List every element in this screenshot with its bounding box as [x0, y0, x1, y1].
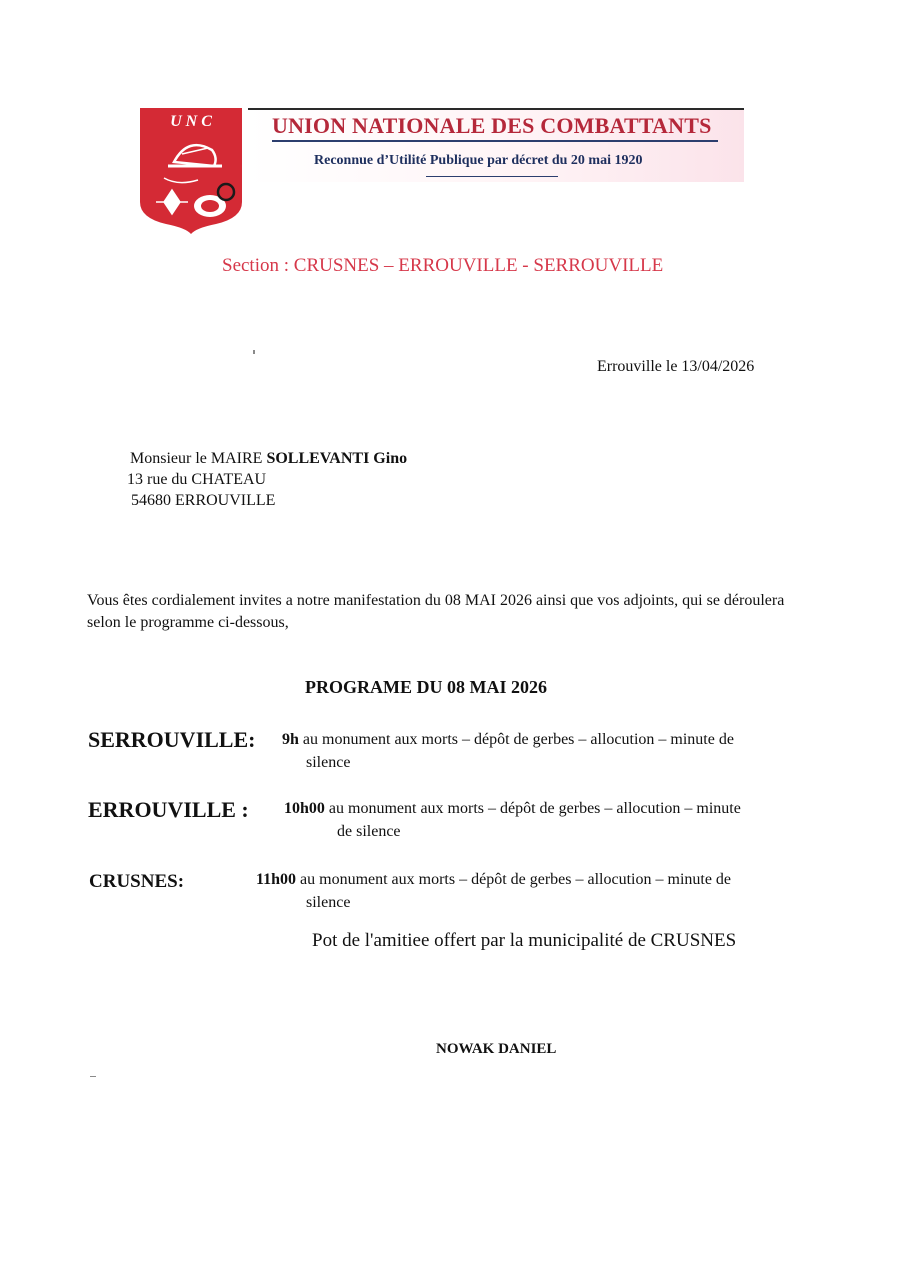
program-text: au monument aux morts – dépôt de gerbes – allocution – minute — [328, 800, 741, 817]
recognition-underline — [426, 176, 558, 177]
recognition-line: Reconnue d’Utilité Publique par décret du 20 mai 1920 — [314, 153, 643, 168]
title-underline — [272, 140, 718, 142]
program-text-continuation: silence — [306, 894, 351, 911]
program-town: ERROUVILLE : — [88, 797, 249, 822]
recipient-line — [130, 450, 407, 468]
invitation-paragraph: Vous êtes cordialement invites a notre manifestation du 08 MAI 2026 ainsi que vos adjoints, qui se déroulera selon le programme ci-dessous, — [87, 592, 785, 631]
recipient-street: 13 rue du CHATEAU — [127, 471, 267, 488]
program-town: CRUSNES: — [89, 871, 185, 892]
signature-name: NOWAK DANIEL — [436, 1041, 557, 1057]
program-time: 9h — [282, 731, 299, 748]
program-text: au monument aux morts – dépôt de gerbes – allocution – minute de — [300, 871, 732, 888]
organization-title: UNION NATIONALE DES COMBATTANTS — [272, 113, 712, 138]
unc-shield-logo — [138, 106, 244, 236]
program-text-continuation: de silence — [337, 823, 401, 840]
recipient-name: SOLLEVANTI Gino — [266, 450, 408, 467]
program-town: SERROUVILLE: — [88, 727, 256, 752]
closing-line: Pot de l'amitiee offert par la municipalité de CRUSNES — [312, 930, 737, 951]
recipient-title: Monsieur le MAIRE — [130, 450, 263, 467]
program-title: PROGRAME DU 08 MAI 2026 — [305, 677, 547, 697]
program-text: au monument aux morts – dépôt de gerbes – allocution – minute de — [302, 731, 734, 748]
banner-top-rule — [248, 108, 744, 110]
program-line — [284, 800, 741, 818]
logo-letters: U N C — [170, 113, 212, 130]
program-text-continuation: silence — [306, 754, 351, 771]
program-line — [282, 731, 734, 749]
letter-date: Errouville le 13/04/2026 — [597, 358, 755, 375]
scan-speck — [90, 1076, 96, 1077]
program-line — [256, 871, 731, 889]
scan-speck — [253, 350, 255, 354]
section-heading: Section : CRUSNES – ERROUVILLE - SERROUVILLE — [222, 255, 664, 276]
program-time: 11h00 — [256, 871, 297, 888]
recipient-city: 54680 ERROUVILLE — [131, 492, 276, 509]
program-time: 10h00 — [284, 800, 325, 817]
